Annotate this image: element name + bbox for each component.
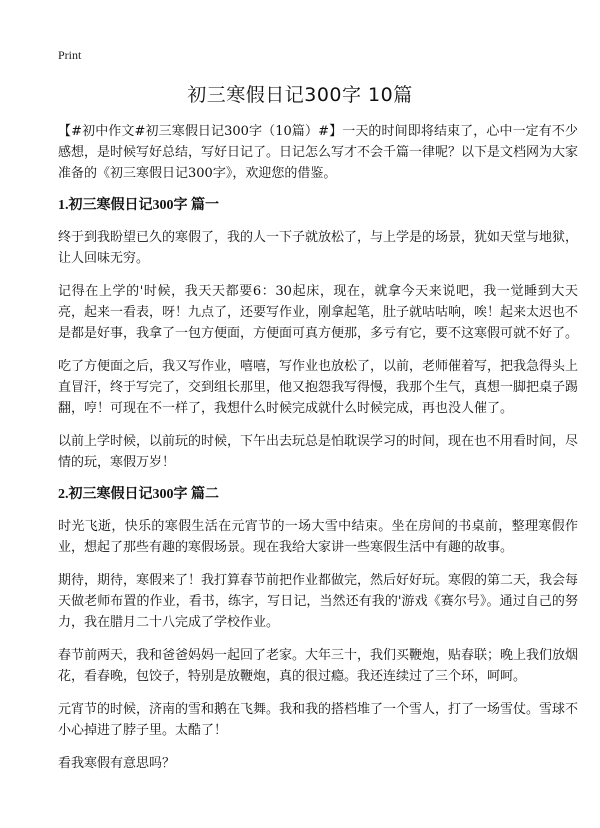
article-body bbox=[58, 121, 578, 786]
print-link[interactable]: Print bbox=[58, 48, 82, 62]
paragraph: 吃了方便面之后，我又写作业，嘻嘻，写作业也放松了，以前，老师催着写，把我急得头上直冒汗，终于写完了，交到组长那里，他又抱怨我写得慢，我那个生气，真想一脚把桌子踢翻，哼！可现在不一样了，我想什么时候完成就什么时候完成，再也没人催了。 bbox=[58, 359, 579, 416]
paragraph: 元宵节的时候，济南的雪和鹅在飞舞。我和我的搭档堆了一个雪人，打了一场雪仗。雪球不小心掉进了脖子里。太酷了！ bbox=[58, 702, 579, 738]
paragraph: 看我寒假有意思吗？ bbox=[58, 756, 176, 771]
paragraph: 时光飞逝，快乐的寒假生活在元宵节的一场大雪中结束。坐在房间的书桌前，整理寒假作业，想起了那些有趣的寒假场景。现在我给大家讲一些寒假生活中有趣的故事。 bbox=[58, 519, 578, 555]
section-heading-1: 1.初三寒假日记300字 篇一 bbox=[58, 198, 219, 213]
paragraph: 春节前两天，我和爸爸妈妈一起回了老家。大年三十，我们买鞭炮，贴春联；晚上我们放烟花，看春晚，包饺子，特别是放鞭炮，真的很过瘾。我还连续过了三个环，呵呵。 bbox=[58, 648, 579, 684]
section-heading-2: 2.初三寒假日记300字 篇二 bbox=[58, 487, 219, 502]
paragraph: 终于到我盼望已久的寒假了，我的人一下子就放松了，与上学是的场景，犹如天堂与地狱，让人回味无穷。 bbox=[58, 230, 579, 266]
paragraph: 记得在上学的'时候，我天天都要6：30起床，现在，就拿今天来说吧，我一觉睡到大天亮，起来一看表，呀！九点了，还要写作业，刚拿起笔，肚子就咕咕响，唉！起来太迟也不是都是好事，我拿了一包方便面，方便面可真方便那，多亏有它，要不这寒假可就不好了。 bbox=[58, 284, 579, 341]
paragraph: 期待，期待，寒假来了！我打算春节前把作业都做完，然后好好玩。寒假的第二天，我会每天做老师布置的作业，看书，练字，写日记，当然还有我的'游戏《赛尔号》。通过自己的努力，我在腊月二十八完成了学校作业。 bbox=[58, 573, 579, 630]
intro-paragraph: 【#初中作文#初三寒假日记300字（10篇）#】一天的时间即将结束了，心中一定有不少感想，是时候写好总结，写好日记了。日记怎么写才不会千篇一律呢？以下是文档网为大家准备的《初三寒假日记300字》，欢迎您的借鉴。 bbox=[58, 124, 579, 181]
page-title: 初三寒假日记300字 10篇 bbox=[187, 84, 413, 106]
paragraph: 以前上学时候，以前玩的时候，下午出去玩总是怕耽误学习的时间，现在也不用看时间，尽情的玩，寒假万岁！ bbox=[58, 434, 579, 470]
